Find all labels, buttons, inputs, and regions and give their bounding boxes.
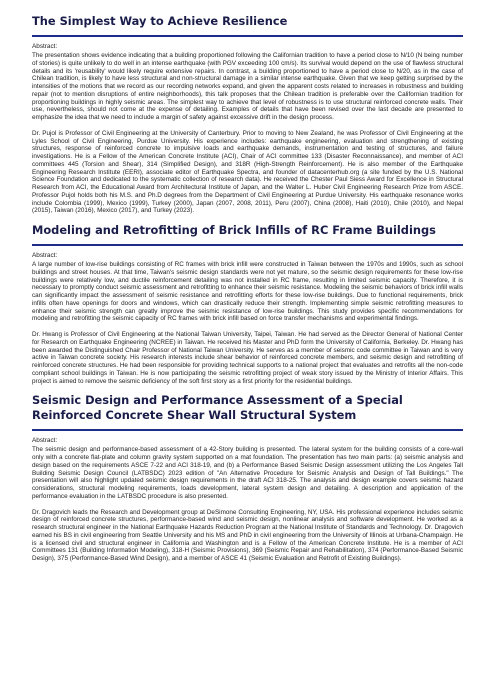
abstract-text: The presentation shows evidence indicating that a building proportioned following the Californian tradition to have a period close to N/10 (N being number of stories) is quite unlikely to do well in an intense earthquake (with PGV exceeding 100 cm/s). Its survival would depend on the use of flawless structural details and its 'reusability' would likely require extensive repairs. In contrast, a building proportioned to have a period close to N/20, as in the case of Chilean tradition, is likely to have less structural and non-structural damage in a similar intense earthquake. Given that we keep getting surprised by the intensities of the motions that we record as our recording networks expand, and given the apparent costs related to increases in robustness and building repair (not to mention disruptions of entire neighborhoods), this talk proposes that the Chilean tradition is preferable over the Californian tradition for proportioning buildings in highly seismic areas. The simplest way to achieve that level of robustness is to use structural reinforced concrete walls. Their use, nevertheless, should not come at the expense of detailing. Examples of details that have been revised over the last decade are presented to emphasize the idea that we need to include a margin of safety against excessive drift in the design process. [32, 52, 463, 121]
section-title: Modeling and Retrofitting of Brick Infills of RC Frame Buildings [32, 223, 436, 237]
section-title: The Simplest Way to Achieve Resilience [32, 14, 288, 28]
document-page [32, 14, 463, 571]
abstract-label: Abstract: [32, 43, 58, 50]
talk-section-1 [32, 14, 463, 215]
abstract-text: A large number of low-rise buildings consisting of RC frames with brick infill were constructed in Taiwan between the 1970s and 1990s, such as school buildings and street houses. At that time, Taiwan's seismic design standards were not yet mature, so the seismic design requirements for these low-rise buildings were relatively low, and ductile reinforcement detailing was not installed in RC frame, resulting in limited seismic capacity. Therefore, it is necessary to promptly conduct seismic assessment and retrofitting to enhance their seismic resistance. Modeling the seismic behaviors of brick infill walls can significantly impact the assessment of seismic resistance and retrofitting efforts for these low-rise buildings. Due to functional requirements, brick infills often have openings for doors and windows, which can drastically reduce their strength. Implementing simple seismic retrofitting measures to enhance their seismic strength can greatly improve the seismic resistance of low-rise buildings. This study provides specific recommendations for modeling and retrofitting the seismic capacity of RC frames with brick infill based on force transfer mechanisms and experimental findings. [32, 261, 463, 323]
speaker-bio: Dr. Hwang is Professor of Civil Engineering at the National Taiwan University, Taipei, Taiwan. He had served as the Director General of National Center for Research on Earthquake Engineering (NCREE) in Taiwan. He received his Master and PhD form the University of California, Berkeley. Dr. Hwang has been awarded the Distinguished Chair Professor of National Taiwan University. He serves as a member of seismic code committee in Taiwan and is very active in Taiwan concrete society. His research interests include shear behavior of reinforced concrete members, and seismic design and retrofitting of reinforced concrete structures. He had been responsible for providing technical supports to a national project that evaluates and retrofits all the non-code compliant school buildings in Taiwan. He is now participating the seismic retrofitting project of weak story issued by the Ministry of Interior Affairs. This project is aimed to remove the seismic deficiency of the soft first story as a first priority for the residential buildings. [32, 331, 463, 385]
section-title: Seismic Design and Performance Assessment of a Special Reinforced Concrete Shear Wall Structural System [32, 393, 403, 423]
abstract-text: The seismic design and performance-based assessment of a 42-Story building is presented. The lateral system for the building consists of a core-wall only with a concrete flat-plate and column gravity system supported on a mat foundation. The presentation has two main parts: (a) seismic analysis and design based on the requirements ASCE 7-22 and ACI 318-19, and (b) a Performance Based Seismic Design assessment utilizing the Los Angeles Tall Building Seismic Design Council (LATBSDC) 2023 edition of "An Alternative Procedure for Seismic Analysis and Design of Tall Buildings." The presentation will also highlight updated seismic design requirements in the draft ACI 318-25. The analysis and design example covers seismic hazard considerations, structural modeling requirements, loads development, lateral system design and detailing. A description and application of the performance evaluation in the LATBSDC procedure is also presented. [32, 446, 463, 500]
title-underline [32, 35, 463, 37]
speaker-bio: Dr. Dragovich leads the Research and Development group at DeSimone Consulting Engineering, NY, USA. His professional experience includes seismic design of reinforced concrete structures, performance-based wind and seismic design, nonlinear analysis and software development. He worked as a research structural engineer in the National Earthquake Hazards Reduction Program at the National Institute of Standards and Technology. Dr. Dragovich earned his BS in civil engineering from Seattle University and his MS and PhD in civil engineering from the University of Illinois at Urbana-Champaign. He is a licensed civil and structural engineer in California and Washington and is a Fellow of the American Concrete Institute. He is a member of ACI Committees 131 (Building Information Modeling), 318-H (Seismic Provisions), 369 (Seismic Repair and Rehabilitation), 374 (Performance-Based Seismic Design), 375 (Performance-Based Wind Design), and a member of ASCE 41 (Seismic Evaluation and Retrofit of Existing Buildings). [32, 508, 463, 562]
title-underline [32, 429, 463, 431]
talk-section-3 [32, 393, 463, 563]
title-underline [32, 244, 463, 246]
abstract-label: Abstract: [32, 252, 58, 259]
talk-section-2 [32, 223, 463, 385]
abstract-label: Abstract: [32, 437, 58, 445]
speaker-bio: Dr. Pujol is Professor of Civil Engineering at the University of Canterbury. Prior to moving to New Zealand, he was Professor of Civil Engineering at the Lyles School of Civil Engineering, Purdue University. His experience includes: earthquake engineering, evaluation and strengthening of existing structures, response of reinforced concrete to impulsive loads and earthquake demands, instrumentation and testing of structures, and failure investigations. He is a Fellow of the American Concrete Institute (ACI), Chair of ACI committee 133 (Disaster Reconnaissance), and member of ACI committees 445 (Torsion and Shear), 314 (Simplified Design), and 318R (High-Strength Reinforcement). He is also member of the Earthquake Engineering Research Institute (EERI), associate editor of Earthquake Spectra, and founder of datacenterhub.org (a site funded by the U.S. National Science Foundation and dedicated to the systematic collection of research data). He received the Chester Paul Siess Award for Excellence in Structural Research from ACI, the Educational Award from Architectural Institute of Japan, and the Walter L. Huber Civil Engineering Research Prize from ASCE. Professor Pujol holds both his M.S. and Ph.D degrees from the Department of Civil Engineering at Purdue University. His earthquake resonance works include Colombia (1999), Mexico (1999), Turkey (2000), Japan (2007, 2008, 2011), Peru (2007), China (2008), Haiti (2010), Chile (2010), and Nepal (2015), Taiwan (2016), Mexico (2017), and Turkey (2023). [32, 129, 463, 215]
